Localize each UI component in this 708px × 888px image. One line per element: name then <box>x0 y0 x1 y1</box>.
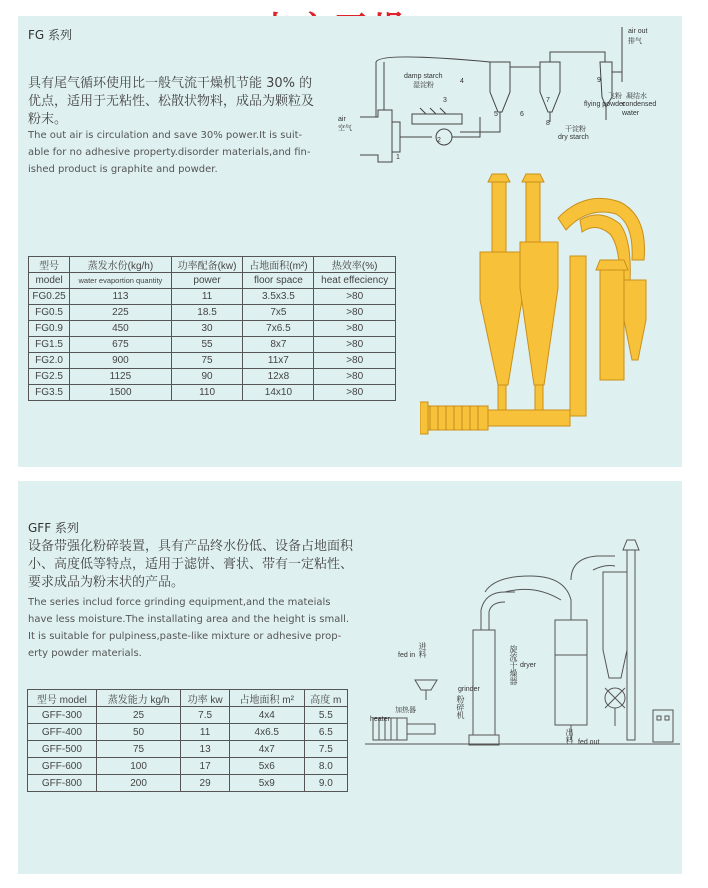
gff-desc-en <box>28 594 388 662</box>
cell-evaporation: 1500 <box>70 385 172 401</box>
cell-floor-space: 4x6.5 <box>229 724 304 741</box>
fg-diagram-num-7: 7 <box>546 97 550 104</box>
gff-schematic-diagram <box>365 530 680 760</box>
cell-height: 6.5 <box>304 724 347 741</box>
cell-power: 7.5 <box>181 707 230 724</box>
cell-floor-space: 12x8 <box>243 369 314 385</box>
fg-diagram-num-2: 2 <box>437 137 441 144</box>
fg-diagram-num-4: 4 <box>460 78 464 85</box>
gff-label-heater-cn: 加热器 <box>395 707 416 714</box>
cell-height: 5.5 <box>304 707 347 724</box>
fg-desc-en-line: ished product is graphite and powder. <box>28 164 218 175</box>
cell-model: FG0.9 <box>29 321 70 337</box>
cell-model: FG3.5 <box>29 385 70 401</box>
fg-label-dry-starch: dry starch <box>558 134 589 141</box>
cell-model: GFF-800 <box>28 775 97 792</box>
fg-label-water: water <box>622 110 640 117</box>
table-row <box>29 385 396 401</box>
cell-model: FG2.0 <box>29 353 70 369</box>
cell-floor-space: 7x6.5 <box>243 321 314 337</box>
fg-desc-cn-line: 粉末。 <box>28 112 68 127</box>
table-row <box>29 369 396 385</box>
table-row <box>28 741 348 758</box>
gff-desc-en-line: The series includ force grinding equipment,and the mateials <box>28 597 331 608</box>
fg-spec-table <box>28 256 396 401</box>
fg-desc-en-line: able for no adhesive property.disorder materials,and fin- <box>28 147 311 158</box>
fg-desc-en-line: The out air is circulation and save 30% power.It is suit- <box>28 130 303 141</box>
cell-efficiency: >80 <box>314 321 396 337</box>
gff-label-grinder: grinder <box>458 686 480 693</box>
cell-height: 9.0 <box>304 775 347 792</box>
cell-floor-space: 8x7 <box>243 337 314 353</box>
cell-efficiency: >80 <box>314 305 396 321</box>
fg-desc-cn <box>28 75 318 129</box>
cell-efficiency: >80 <box>314 353 396 369</box>
fg-label-damp-starch: damp starch <box>404 73 443 80</box>
table-row <box>29 337 396 353</box>
cell-evaporation: 1125 <box>70 369 172 385</box>
fg-diagram-num-5: 5 <box>494 111 498 118</box>
cell-power: 13 <box>181 741 230 758</box>
gff-desc-cn-line: 设备带强化粉碎装置，具有产品终水份低、设备占地面积 <box>28 539 354 554</box>
fg-label-dry-starch-cn: 干淀粉 <box>565 126 586 133</box>
header-cell: model <box>29 273 70 289</box>
cell-evaporation: 225 <box>70 305 172 321</box>
cell-model: GFF-400 <box>28 724 97 741</box>
cell-capacity: 200 <box>96 775 181 792</box>
cell-floor-space: 5x6 <box>229 758 304 775</box>
table-header-row <box>29 257 396 273</box>
cell-floor-space: 4x4 <box>229 707 304 724</box>
table-header-row <box>28 690 348 707</box>
gff-label-fed-in: fed in <box>398 652 416 659</box>
header-cell: 型号 <box>29 257 70 273</box>
header-cell: water evaportion quantity <box>70 273 172 289</box>
header-cell: heat effeciency <box>314 273 396 289</box>
cell-power: 90 <box>171 369 243 385</box>
cell-evaporation: 450 <box>70 321 172 337</box>
header-cell: power <box>171 273 243 289</box>
fg-label-air: air <box>338 116 346 123</box>
cell-evaporation: 113 <box>70 289 172 305</box>
cell-model: GFF-600 <box>28 758 97 775</box>
cell-model: FG0.25 <box>29 289 70 305</box>
fg-desc-cn-line: 优点，适用于无粘性、松散状物料，成品为颗粒及 <box>28 94 315 109</box>
cell-height: 8.0 <box>304 758 347 775</box>
cell-floor-space: 11x7 <box>243 353 314 369</box>
header-cell: 占地面积 m² <box>229 690 304 707</box>
fg-label-damp-starch-cn: 湿淀粉 <box>413 82 434 89</box>
gff-desc-cn-line: 要求成品为粉末状的产品。 <box>28 575 185 590</box>
cell-model: FG0.5 <box>29 305 70 321</box>
cell-capacity: 75 <box>96 741 181 758</box>
cell-evaporation: 900 <box>70 353 172 369</box>
cell-efficiency: >80 <box>314 337 396 353</box>
cell-model: GFF-500 <box>28 741 97 758</box>
table-row <box>29 353 396 369</box>
cell-power: 18.5 <box>171 305 243 321</box>
cell-power: 55 <box>171 337 243 353</box>
cell-floor-space: 7x5 <box>243 305 314 321</box>
fg-label-flying-powder: flying powder <box>584 101 626 108</box>
cell-efficiency: >80 <box>314 385 396 401</box>
fg-label-air-out: air out <box>628 28 648 35</box>
fg-label-air-cn: 空气 <box>338 125 352 132</box>
cell-height: 7.5 <box>304 741 347 758</box>
header-cell: 占地面积(m²) <box>243 257 314 273</box>
fg-diagram-num-3: 3 <box>443 97 447 104</box>
table-row <box>28 707 348 724</box>
gff-label-dryer: dryer <box>520 662 536 669</box>
gff-desc-cn-line: 小、高度低等特点，适用于滤饼、膏状、带有一定粘性、 <box>28 557 354 572</box>
fg-diagram-num-6: 6 <box>520 111 524 118</box>
gff-desc-en-line: erty powder materials. <box>28 648 142 659</box>
gff-label-dryer-cn: 旋流干燥器 <box>509 645 518 685</box>
gff-spec-table <box>27 689 348 792</box>
fg-diagram-num-8: 8 <box>546 120 550 127</box>
cell-power: 11 <box>181 724 230 741</box>
fg-diagram-num-1: 1 <box>396 154 400 161</box>
fg-section-title: FG 系列 <box>28 28 73 42</box>
cell-efficiency: >80 <box>314 289 396 305</box>
cell-capacity: 25 <box>96 707 181 724</box>
gff-desc-en-line: It is suitable for pulpiness,paste-like mixture or adhesive prop- <box>28 631 342 642</box>
gff-label-fed-in-cn: 进料 <box>418 642 427 658</box>
header-cell: 蒸发水份(kg/h) <box>70 257 172 273</box>
cell-model: FG2.5 <box>29 369 70 385</box>
fg-label-condensed: condensed <box>622 101 657 108</box>
cell-floor-space: 3.5x3.5 <box>243 289 314 305</box>
fg-label-condensed-cn: 凝结水 <box>626 93 647 100</box>
header-cell: floor space <box>243 273 314 289</box>
table-row <box>28 724 348 741</box>
fg-label-flying-powder-cn: 飞粉 <box>608 93 622 100</box>
gff-label-fed-out: fed out <box>578 739 600 746</box>
table-row <box>29 321 396 337</box>
fg-desc-cn-line: 具有尾气循环使用比一般气流干燥机节能 30% 的 <box>28 76 313 91</box>
header-cell: 热效率(%) <box>314 257 396 273</box>
header-cell: 蒸发能力 kg/h <box>96 690 181 707</box>
header-cell: 功率配备(kw) <box>171 257 243 273</box>
cell-capacity: 50 <box>96 724 181 741</box>
fg-diagram-num-9: 9 <box>597 77 601 84</box>
gff-label-heater: heater <box>370 716 390 723</box>
gff-desc-cn <box>28 538 388 592</box>
header-cell: 型号 model <box>28 690 97 707</box>
fg-desc-en <box>28 127 328 178</box>
cell-floor-space: 14x10 <box>243 385 314 401</box>
fg-label-air-out-cn: 排气 <box>628 38 642 45</box>
gff-label-grinder-cn: 粉碎机 <box>456 695 465 719</box>
cell-power: 75 <box>171 353 243 369</box>
cell-evaporation: 675 <box>70 337 172 353</box>
cell-model: GFF-300 <box>28 707 97 724</box>
cell-capacity: 100 <box>96 758 181 775</box>
cell-model: FG1.5 <box>29 337 70 353</box>
fg-machine-illustration <box>420 170 665 445</box>
table-row <box>28 775 348 792</box>
gff-label-fed-out-cn: 出料 <box>565 728 574 744</box>
cell-floor-space: 4x7 <box>229 741 304 758</box>
header-cell: 功率 kw <box>181 690 230 707</box>
cell-power: 11 <box>171 289 243 305</box>
cell-power: 17 <box>181 758 230 775</box>
cell-power: 30 <box>171 321 243 337</box>
table-row <box>29 289 396 305</box>
header-cell: 高度 m <box>304 690 347 707</box>
cell-power: 29 <box>181 775 230 792</box>
table-row <box>29 305 396 321</box>
cell-floor-space: 5x9 <box>229 775 304 792</box>
cell-efficiency: >80 <box>314 369 396 385</box>
cell-power: 110 <box>171 385 243 401</box>
table-row <box>28 758 348 775</box>
gff-desc-en-line: have less moisture.The installating area and the height is small. <box>28 614 350 625</box>
table-header-row <box>29 273 396 289</box>
gff-section-title: GFF 系列 <box>28 521 79 535</box>
